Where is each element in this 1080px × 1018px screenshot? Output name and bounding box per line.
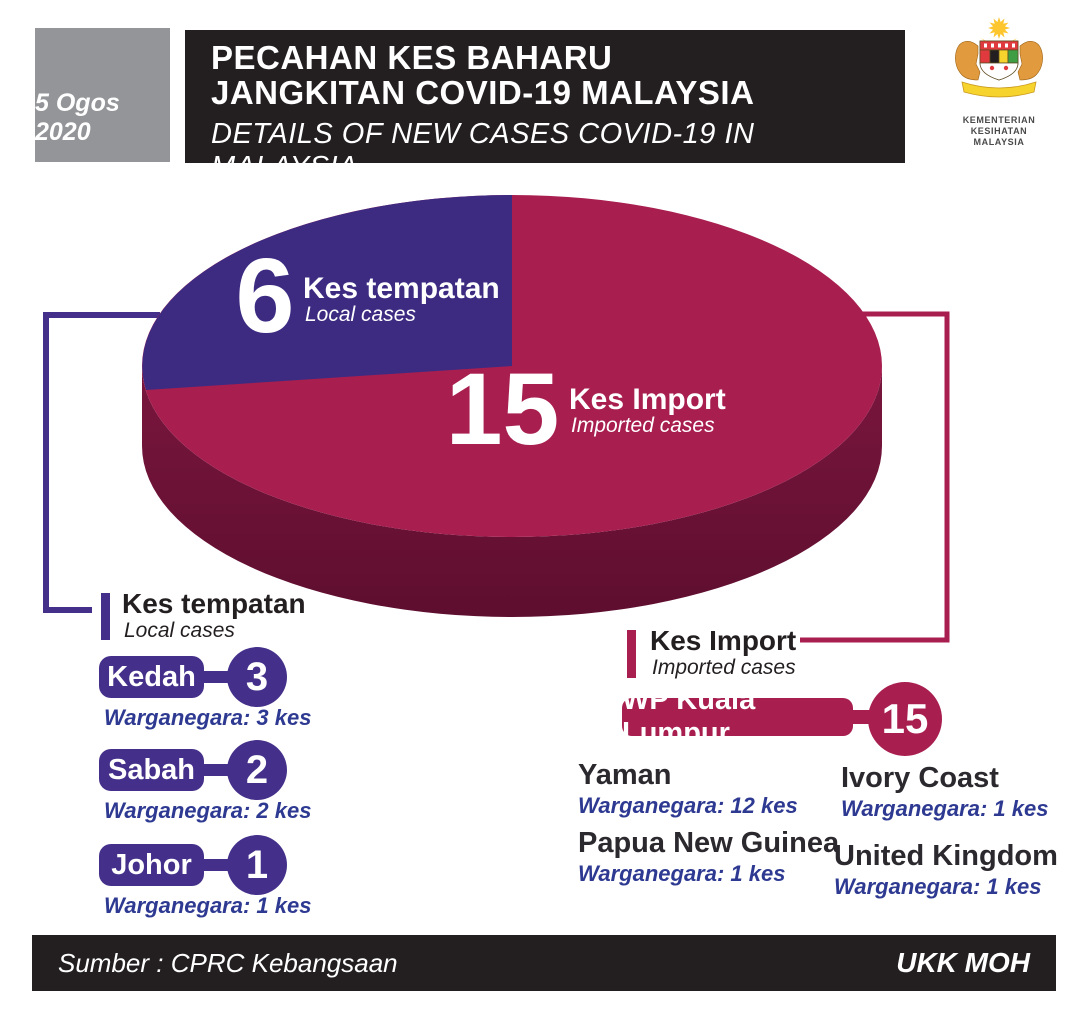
title-line1: PECAHAN KES BAHARU [211,39,613,76]
source-text: Sumber : CPRC Kebangsaan [58,947,398,978]
local-row-sabah [99,749,399,849]
country-yaman [578,760,798,819]
country-name: Papua New Guinea [578,827,840,859]
import-section-subheading: Imported cases [652,656,796,679]
state-badge: Kedah [99,656,204,698]
count-circle: 2 [227,740,287,800]
local-section-heading: Kes tempatan [122,588,306,619]
country-name: Yaman [578,759,672,791]
import-section-heading: Kes Import [650,625,797,656]
pie-label-import: Kes Import [569,383,726,416]
count-circle: 15 [868,682,942,756]
pie-value-local: 6 [235,237,295,355]
local-section-subheading: Local cases [124,619,235,642]
pie-sublabel-local: Local cases [305,303,416,326]
date-text: 5 Ogos 2020 [35,88,120,146]
pie-value-import: 15 [445,352,560,466]
citizen-detail: Warganegara: 1 kes [834,874,1042,899]
footer-bar [32,935,1056,991]
citizen-detail: Warganegara: 12 kes [578,793,798,818]
country-ivory-coast [841,763,1048,822]
citizen-detail: Warganegara: 1 kes [841,796,1049,821]
pie-label-local: Kes tempatan [303,272,500,305]
country-name: Ivory Coast [841,762,999,794]
citizen-detail: Warganegara: 3 kes [104,705,312,730]
logo-text-line2: MALAYSIA [973,137,1025,147]
pie-sublabel-import: Imported cases [571,414,715,437]
citizen-detail: Warganegara: 1 kes [104,893,312,918]
title-subtitle: DETAILS OF NEW CASES COVID-19 IN MALAYSIA [211,118,755,183]
import-section-marker [627,630,636,678]
state-badge: Johor [99,844,204,886]
territory-badge: WP Kuala Lumpur [622,698,853,736]
count-circle: 1 [227,835,287,895]
credit-text: UKK MOH [896,947,1030,978]
citizen-detail: Warganegara: 2 kes [104,798,312,823]
local-section-marker [101,593,110,640]
country-papua-new-guinea [578,828,839,887]
logo-text-line1: KEMENTERIAN KESIHATAN [962,115,1036,136]
state-badge: Sabah [99,749,204,791]
citizen-detail: Warganegara: 1 kes [578,861,786,886]
title-line2: JANGKITAN COVID-19 MALAYSIA [211,74,755,111]
country-name: United Kingdom [834,840,1058,872]
local-row-johor [99,844,399,944]
country-united-kingdom [834,841,1058,900]
count-circle: 3 [227,647,287,707]
